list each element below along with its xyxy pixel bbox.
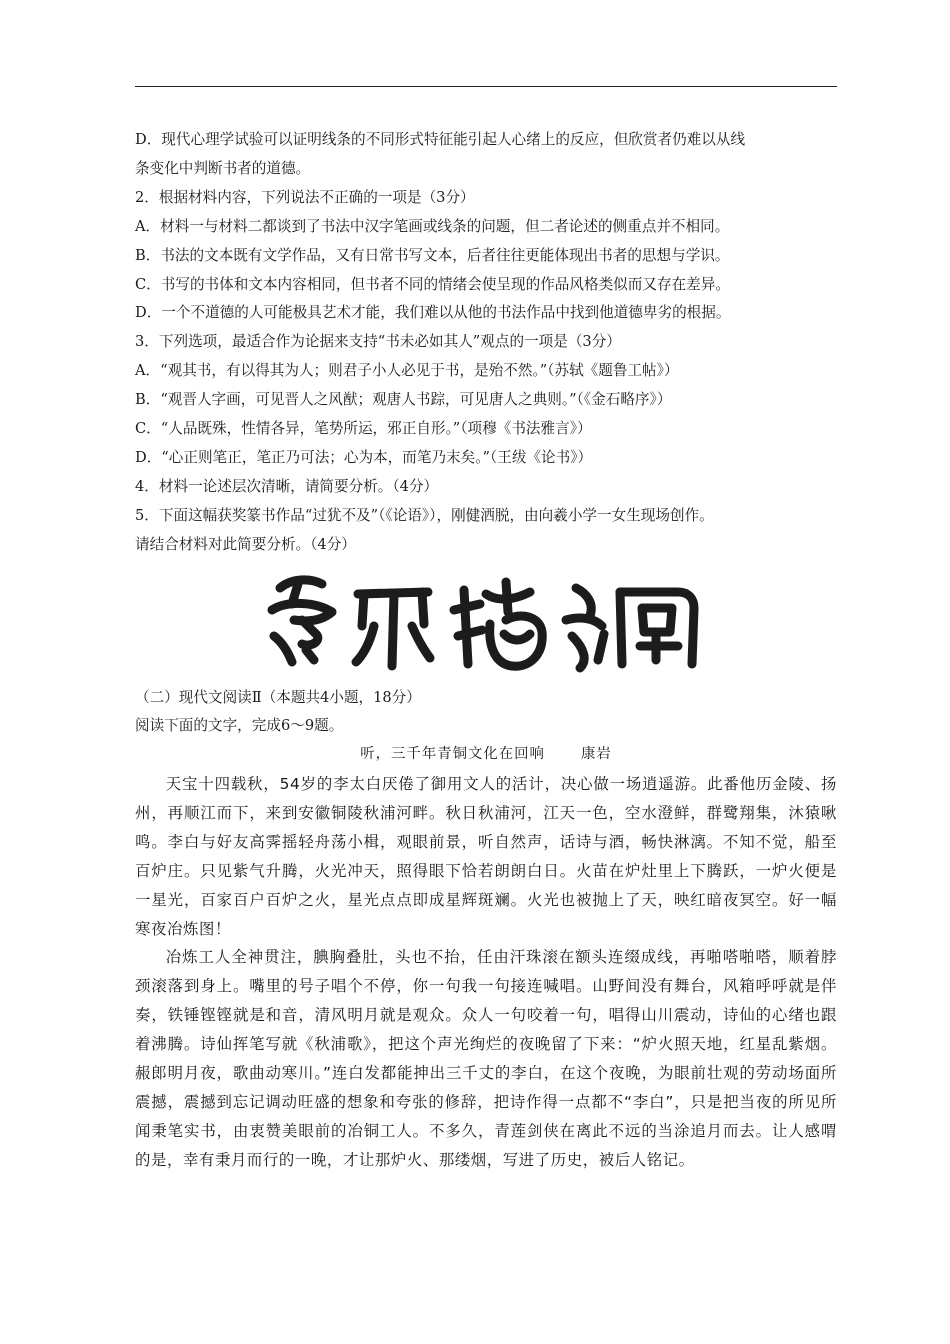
article-title-line bbox=[135, 742, 837, 766]
q3-option-c: C．“人品既殊，性情各异，笔势所运，邪正自形。”（项穆《书法雅言》） bbox=[135, 420, 592, 438]
q2-option-a: A．材料一与材料二都谈到了书法中汉字笔画或线条的问题，但二者论述的侧重点并不相同。 bbox=[135, 217, 730, 235]
article-body bbox=[135, 770, 837, 1175]
q5-stem-cont: 请结合材料对此简要分析。（4分） bbox=[135, 535, 356, 553]
q3-stem: 3．下列选项，最适合作为论据来支持“书未必如其人”观点的一项是（3分） bbox=[135, 333, 621, 351]
q5-stem: 5．下面这幅获奖篆书作品“过犹不及”（《论语》），刚健洒脱，由向羲小学一女生现场创作。 bbox=[135, 506, 714, 524]
q4-stem: 4．材料一论述层次清晰，请简要分析。（4分） bbox=[135, 477, 439, 495]
q2-option-d: D．一个不道德的人可能极具艺术才能，我们难以从他的书法作品中找到他道德卑劣的根据。 bbox=[135, 304, 731, 322]
seal-char-you bbox=[356, 592, 430, 666]
section2-header bbox=[135, 684, 837, 740]
header-rule bbox=[135, 86, 837, 87]
article-paragraph: 冶炼工人全神贯注，腆胸叠肚，头也不抬，任由汗珠滚在额头连缀成线，再啪嗒啪嗒，顺着脖颈滚落到身上。嘴里的号子唱个不停，你一句我一句接连喊唱。山野间没有舞台，风箱呼呼就是伴奏，铁锤铿铿就是和音，清风明月就是观众。众人一句咬着一句，唱得山川震动，诗仙的心绪也跟着沸腾。诗仙挥笔写就《秋浦歌》，把这个声光绚烂的夜晚留了下来：“炉火照天地，红星乱紫烟。赧郎明月夜，歌曲动寒川。”连白发都能抻出三千丈的李白，在这个夜晚，为眼前壮观的劳动场面所震撼，震撼到忘记调动旺盛的想象和夸张的修辞，把诗作得一点都不“李白”，只是把当夜的所见所闻秉笔实书，由衷赞美眼前的冶铜工人。不多久，青莲剑侠在离此不远的当涂追月而去。让人感喟的是，幸有秉月而行的一晚，才让那炉火、那缕烟，写进了历史，被后人铭记。 bbox=[135, 948, 837, 1169]
q1-option-d: D．现代心理学试验可以证明线条的不同形式特征能引起人心绪上的反应，但欣赏者仍难以从线 bbox=[135, 131, 746, 148]
q3-option-d: D．“心正则笔正，笔正乃可法；心为本，而笔乃末矣。”（王绂《论书》） bbox=[135, 448, 593, 466]
seal-char-ji bbox=[566, 588, 694, 668]
q2-option-b: B．书法的文本既有文学作品，又有日常书写文本，后者往往更能体现出书者的思想与学识。 bbox=[135, 246, 730, 264]
section2-heading: （二）现代文阅读Ⅱ（本题共4小题，18分） bbox=[135, 689, 421, 706]
q2-option-c: C．书写的书体和文本内容相同，但书者不同的情绪会使呈现的作品风格类似而又存在差异。 bbox=[135, 275, 730, 293]
article-paragraph: 天宝十四载秋，54岁的李太白厌倦了御用文人的活计，决心做一场逍遥游。此番他历金陵、扬州，再顺江而下，来到安徽铜陵秋浦河畔。秋日秋浦河，江天一色，空水澄鲜，群鹭翔集，沐猿啾鸣。李白与好友高霁摇轻舟荡小楫，观眼前景，听自然声，话诗与酒，畅快淋漓。不知不觉，船至百炉庄。只见紫气升腾，火光冲天，照得眼下恰若朗朗白日。火苗在炉灶里上下腾跃，一炉火便是一星光，百家百户百炉之火，星光点点即成星辉斑斓。火光也被抛上了天，映红暗夜冥空。好一幅寒夜冶炼图！ bbox=[135, 775, 837, 938]
article-title: 听，三千年青铜文化在回响 bbox=[360, 746, 545, 762]
seal-script-artwork bbox=[258, 564, 710, 676]
seal-char-guo bbox=[272, 580, 332, 662]
section2-instruction: 阅读下面的文字，完成6～9题。 bbox=[135, 717, 344, 734]
article-author: 康岩 bbox=[580, 746, 612, 762]
q3-option-b: B．“观晋人字画，可见晋人之风猷；观唐人书踪，可见唐人之典则。”（《金石略序》） bbox=[135, 391, 672, 409]
questions-block bbox=[135, 126, 847, 560]
q3-option-a: A．“观其书，有以得其为人；则君子小人必见于书，是殆不然。”（苏轼《题鲁工帖》） bbox=[135, 362, 679, 380]
q1-option-d-cont: 条变化中判断书者的道德。 bbox=[135, 159, 311, 177]
q2-stem: 2．根据材料内容，下列说法不正确的一项是（3分） bbox=[135, 188, 475, 206]
seal-char-bu bbox=[454, 582, 542, 666]
